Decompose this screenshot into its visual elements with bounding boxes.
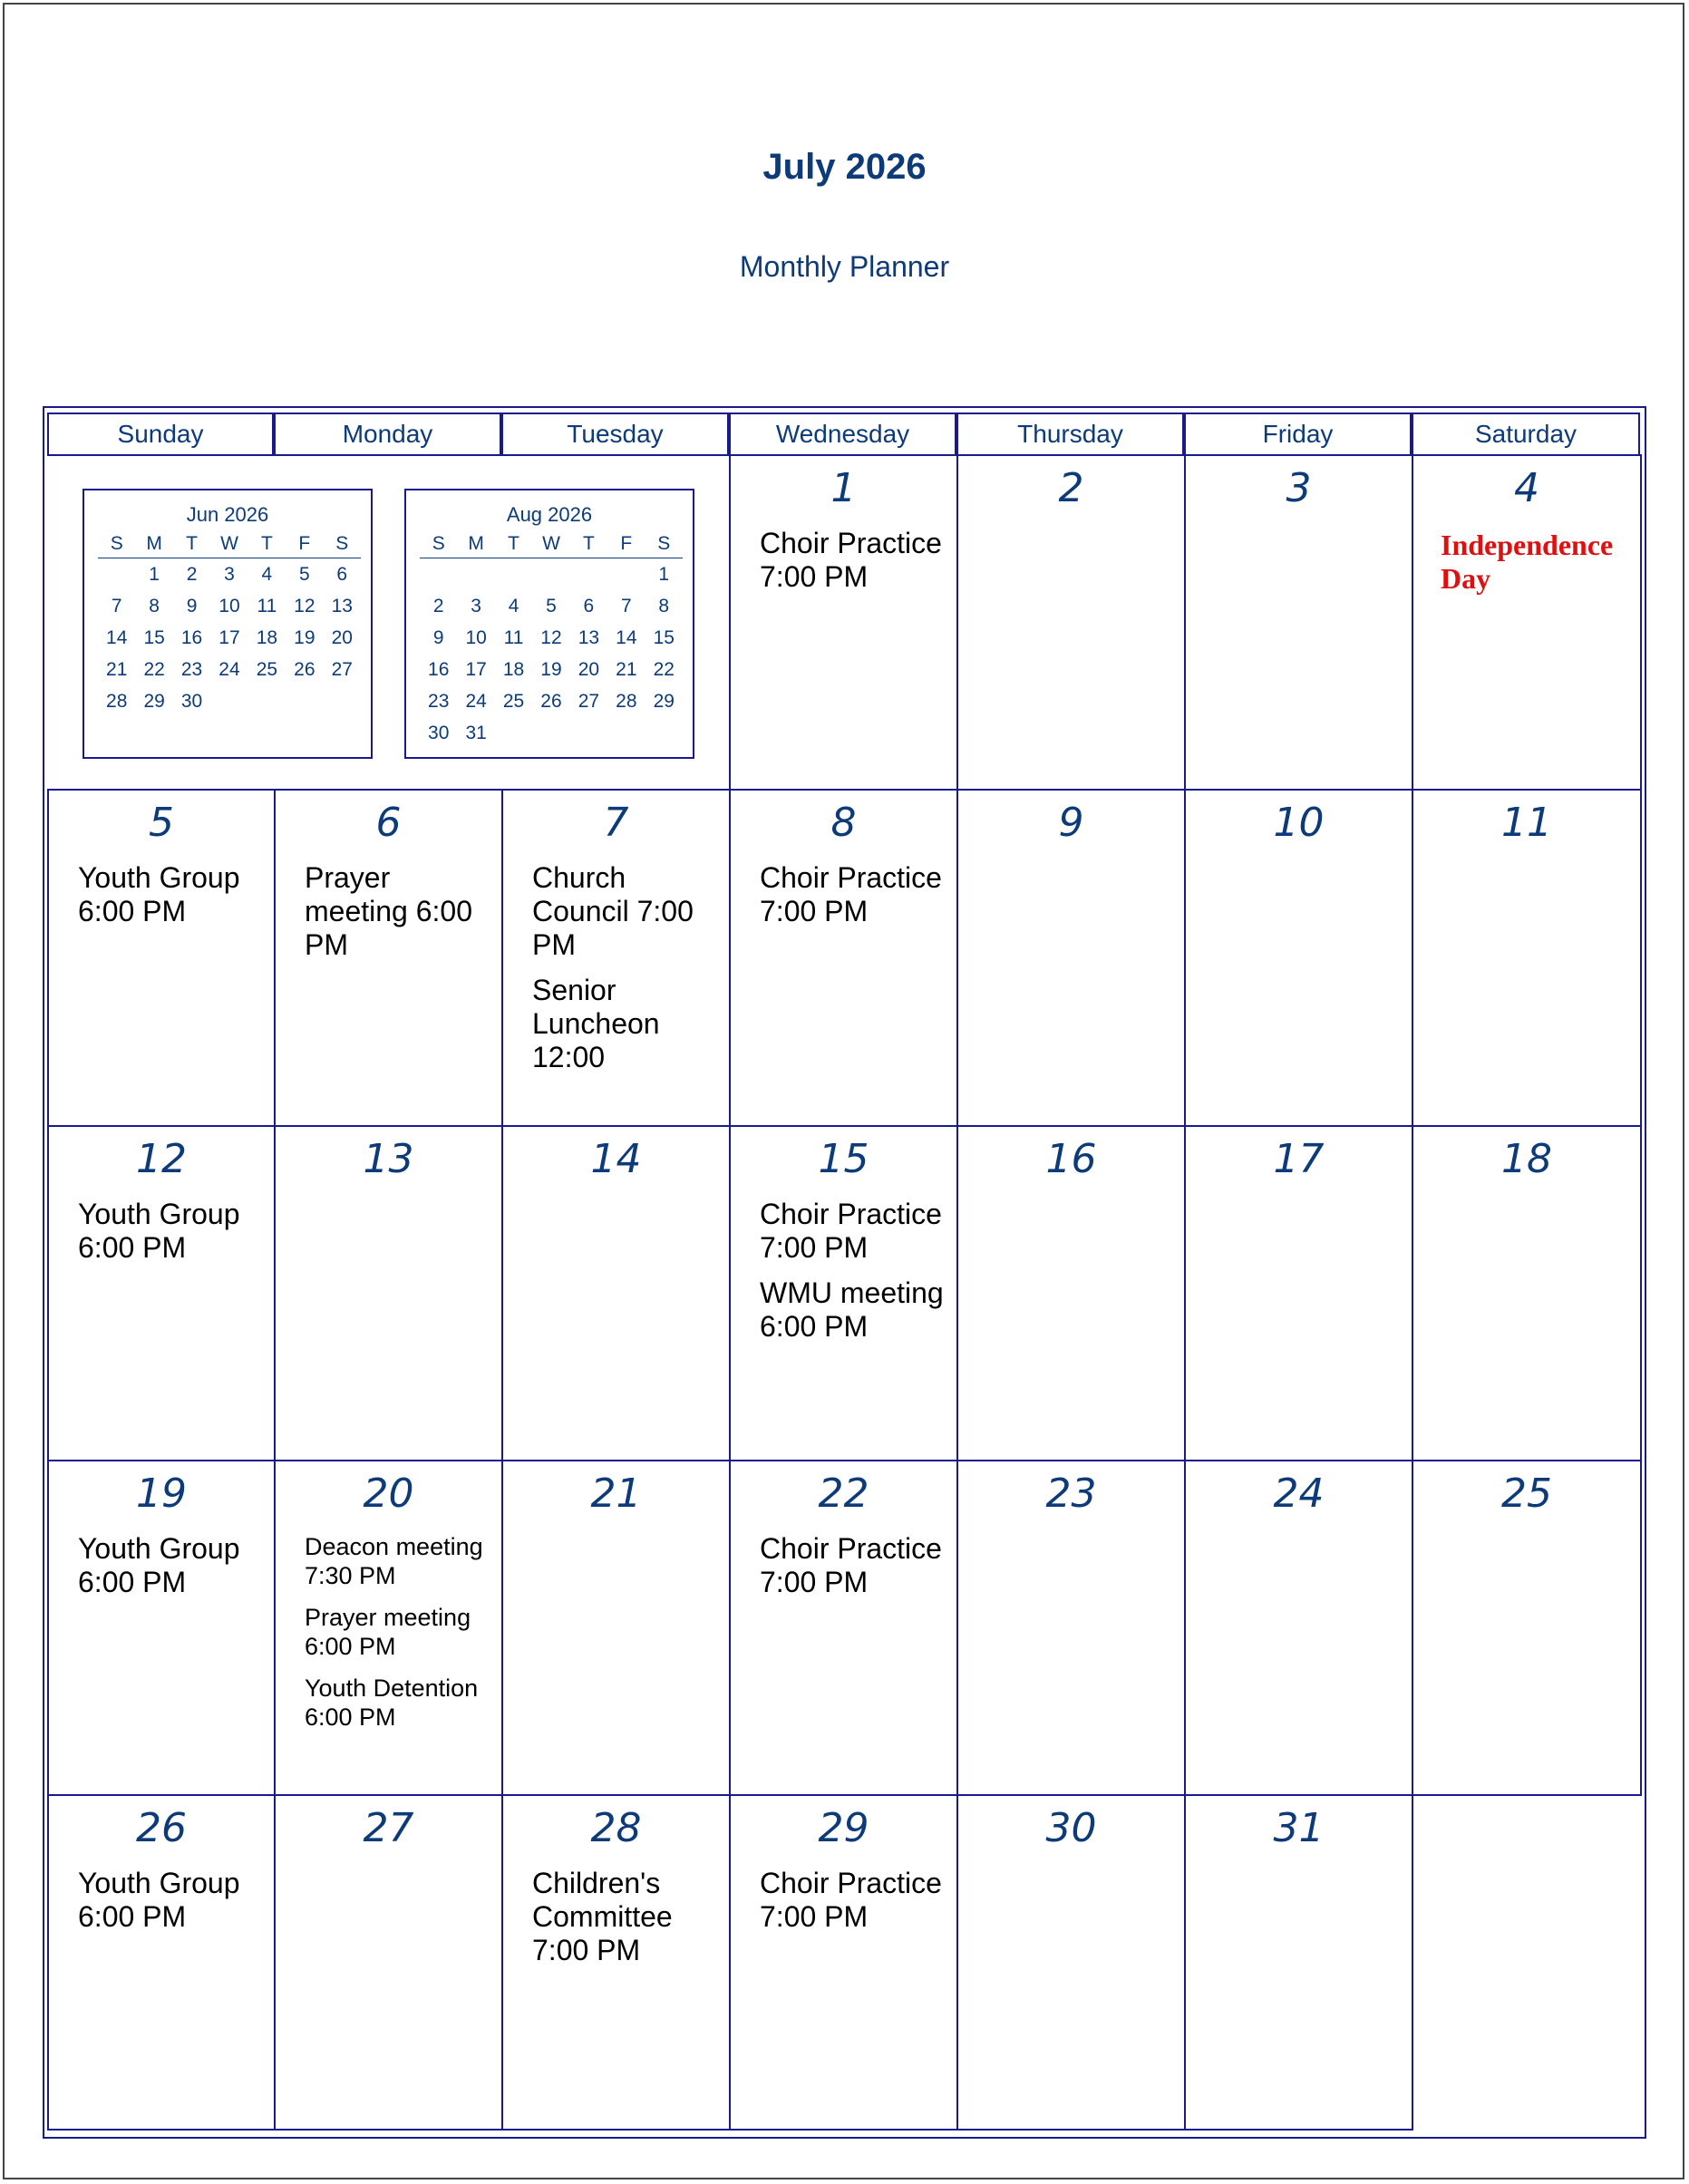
day-number: 3 [1286, 465, 1312, 511]
mini-calendar-day[interactable]: 8 [658, 595, 670, 616]
day-number: 18 [1501, 1136, 1552, 1182]
day-cell-12[interactable] [47, 1125, 276, 1461]
mini-calendar-day[interactable]: 21 [106, 658, 128, 680]
mini-calendar-day[interactable]: 19 [294, 626, 315, 648]
day-cell-20[interactable] [274, 1460, 503, 1796]
mini-calendar-day [570, 558, 607, 591]
day-number: 9 [1058, 800, 1084, 846]
calendar-event[interactable]: Prayer meeting 6:00 PM [305, 1604, 471, 1660]
day-number: 17 [1273, 1136, 1325, 1182]
day-cell-19[interactable] [47, 1460, 276, 1796]
mini-calendar-day[interactable]: 23 [428, 690, 450, 712]
mini-calendar-day [324, 685, 361, 717]
weekday-header-thursday: Thursday [956, 413, 1184, 456]
mini-calendar-weekday: F [607, 530, 645, 558]
day-cell-4[interactable] [1412, 454, 1642, 791]
day-number: 19 [136, 1471, 187, 1517]
mini-calendar-day[interactable]: 14 [106, 626, 128, 648]
day-cell-30[interactable] [956, 1794, 1186, 2131]
calendar-event[interactable]: WMU meeting 6:00 PM [760, 1276, 944, 1343]
mini-calendar-day[interactable]: 7 [111, 595, 122, 616]
mini-calendar-day[interactable]: 28 [106, 690, 128, 712]
day-cell-11[interactable] [1412, 789, 1642, 1127]
mini-calendar-day [210, 685, 248, 717]
calendar-event[interactable]: Senior Luncheon 12:00 [532, 974, 660, 1073]
mini-calendar-day[interactable]: 21 [616, 658, 637, 680]
mini-calendar-day[interactable]: 22 [143, 658, 165, 680]
page-title: July 2026 [762, 147, 927, 187]
day-cell-23[interactable] [956, 1460, 1186, 1796]
calendar-event[interactable]: Deacon meeting 7:30 PM [305, 1533, 483, 1589]
day-cell-26[interactable] [47, 1794, 276, 2131]
calendar-event[interactable]: Choir Practice 7:00 PM [760, 1198, 942, 1264]
mini-calendar-weekday: M [457, 530, 494, 558]
mini-calendar-day[interactable]: 11 [257, 595, 277, 616]
mini-calendar-weekday: S [324, 530, 361, 558]
day-number: 26 [136, 1805, 187, 1851]
calendar-event[interactable]: Youth Group 6:00 PM [78, 861, 240, 927]
mini-calendar-day[interactable]: 1 [149, 563, 160, 585]
day-number: 12 [136, 1136, 187, 1182]
mini-calendar-day[interactable]: 15 [143, 626, 165, 648]
day-events [532, 861, 716, 1086]
mini-calendar-day[interactable]: 3 [471, 595, 481, 616]
mini-calendar-day[interactable]: 9 [432, 626, 444, 648]
mini-calendar-day[interactable]: 8 [149, 595, 160, 616]
mini-calendar-day[interactable]: 11 [503, 626, 524, 648]
mini-calendar-day[interactable]: 31 [465, 722, 487, 743]
weekday-header-sunday: Sunday [47, 413, 274, 456]
day-number: 30 [1045, 1805, 1097, 1851]
mini-calendar-day[interactable]: 13 [578, 626, 600, 648]
mini-calendar-day [98, 558, 135, 591]
day-cell-15[interactable] [729, 1125, 958, 1461]
weekday-header-monday: Monday [274, 413, 501, 456]
weekday-header-row [49, 413, 1640, 456]
day-number: 16 [1045, 1136, 1097, 1182]
weekday-header-tuesday: Tuesday [501, 413, 729, 456]
mini-calendar-day[interactable]: 2 [432, 595, 444, 616]
mini-calendar-day[interactable]: 14 [616, 626, 637, 648]
calendar-event[interactable]: Choir Practice 7:00 PM [760, 1867, 942, 1933]
mini-calendar-day[interactable]: 20 [578, 658, 600, 680]
day-events [78, 861, 261, 940]
day-cell-2[interactable] [956, 454, 1186, 791]
mini-calendar-day[interactable]: 30 [180, 690, 203, 712]
calendar-event[interactable]: Youth Group 6:00 PM [78, 1867, 240, 1933]
day-cell-8[interactable] [729, 789, 958, 1127]
mini-calendar-weekday: W [532, 530, 569, 558]
mini-calendar-day[interactable]: 19 [540, 658, 562, 680]
calendar-event[interactable]: Church Council 7:00 PM [532, 861, 694, 961]
mini-calendar-day[interactable]: 16 [180, 626, 203, 648]
weekday-header-saturday: Saturday [1412, 413, 1640, 456]
day-number: 31 [1273, 1805, 1325, 1851]
mini-calendar-day [646, 717, 683, 749]
mini-calendar-day[interactable]: 25 [502, 690, 525, 712]
calendar-event[interactable]: Youth Group 6:00 PM [78, 1198, 240, 1264]
day-events [305, 861, 489, 974]
day-number: 22 [818, 1471, 869, 1517]
day-number: 27 [363, 1805, 414, 1851]
mini-calendar-day[interactable]: 29 [143, 690, 165, 712]
day-cell-25[interactable] [1412, 1460, 1642, 1796]
mini-calendar-weekday: S [420, 530, 457, 558]
day-number: 29 [818, 1805, 869, 1851]
mini-calendar-day[interactable]: 9 [186, 595, 198, 616]
mini-calendar-day[interactable]: 12 [540, 626, 562, 648]
day-number: 21 [590, 1471, 642, 1517]
calendar-event[interactable]: Choir Practice 7:00 PM [760, 527, 942, 593]
mini-calendar-day[interactable]: 18 [502, 658, 525, 680]
mini-calendar-day [607, 717, 645, 749]
day-cell-16[interactable] [956, 1125, 1186, 1461]
holiday-label: Independence Day [1441, 529, 1614, 595]
day-events [760, 1867, 944, 1946]
mini-calendar-weekday: T [570, 530, 607, 558]
calendar-event[interactable]: Youth Group 6:00 PM [78, 1532, 240, 1598]
day-number: 10 [1273, 800, 1325, 846]
day-events [760, 1532, 944, 1611]
mini-calendar-day[interactable]: 5 [546, 595, 557, 616]
day-events [760, 527, 944, 606]
day-events [78, 1867, 261, 1946]
mini-calendar-title: Aug 2026 [506, 503, 593, 526]
mini-calendar-weekday: M [135, 530, 172, 558]
mini-calendar-day[interactable]: 7 [620, 595, 632, 616]
mini-calendar-day[interactable]: 25 [256, 658, 278, 680]
day-number: 2 [1058, 465, 1084, 511]
calendar-event[interactable]: Choir Practice 7:00 PM [760, 861, 942, 927]
mini-calendar-day[interactable]: 24 [465, 690, 487, 712]
mini-calendar-day [532, 717, 569, 749]
day-cell-31[interactable] [1184, 1794, 1413, 2131]
mini-calendar-day[interactable]: 17 [465, 658, 487, 680]
day-events [1441, 529, 1627, 607]
mini-calendar-weekday: W [210, 530, 248, 558]
day-cell-10[interactable] [1184, 789, 1413, 1127]
day-events [78, 1198, 261, 1276]
mini-calendar-day[interactable]: 5 [298, 563, 310, 585]
mini-calendar-day[interactable]: 10 [465, 626, 487, 648]
day-cell-3[interactable] [1184, 454, 1413, 791]
day-number: 15 [818, 1136, 869, 1182]
mini-calendar-day[interactable]: 4 [508, 595, 519, 616]
mini-calendar-day [286, 685, 323, 717]
mini-calendar-day[interactable]: 20 [331, 626, 353, 648]
day-number: 14 [590, 1136, 642, 1182]
mini-calendar-day[interactable]: 1 [658, 563, 670, 585]
day-number: 8 [830, 800, 857, 846]
mini-calendar-day[interactable]: 24 [218, 658, 240, 680]
calendar-event[interactable]: Youth Detention 6:00 PM [305, 1674, 479, 1731]
mini-calendar-weekday: S [646, 530, 683, 558]
mini-calendar-day[interactable]: 26 [540, 690, 562, 712]
mini-calendar-day [457, 558, 494, 591]
page-subtitle: Monthly Planner [739, 250, 950, 283]
mini-calendar-day[interactable]: 23 [180, 658, 203, 680]
mini-calendar-day[interactable]: 3 [224, 563, 235, 585]
mini-calendar-grid [98, 530, 361, 717]
day-number: 4 [1514, 465, 1539, 511]
day-cell-9[interactable] [956, 789, 1186, 1127]
day-number: 28 [590, 1805, 642, 1851]
mini-calendar-grid [420, 530, 683, 749]
mini-calendar-day[interactable]: 4 [261, 563, 273, 585]
mini-calendar-weekday: F [286, 530, 323, 558]
day-cell-5[interactable] [47, 789, 276, 1127]
day-cell-24[interactable] [1184, 1460, 1413, 1796]
weekday-header-wednesday: Wednesday [729, 413, 956, 456]
mini-calendar-day[interactable]: 10 [218, 595, 240, 616]
day-number: 1 [830, 465, 857, 511]
mini-calendar-day[interactable]: 13 [331, 595, 353, 616]
day-number: 13 [363, 1136, 414, 1182]
mini-calendar-day [495, 717, 532, 749]
day-events [305, 1532, 489, 1744]
day-cell-18[interactable] [1412, 1125, 1642, 1461]
mini-calendar-day[interactable]: 22 [653, 658, 675, 680]
day-events [760, 1198, 944, 1355]
mini-calendar-day[interactable]: 15 [653, 626, 675, 648]
mini-calendar-day[interactable]: 16 [428, 658, 450, 680]
weekday-header-friday: Friday [1184, 413, 1412, 456]
mini-calendar-day[interactable]: 28 [616, 690, 637, 712]
mini-calendar-day[interactable]: 27 [331, 658, 353, 680]
mini-calendar-title: Jun 2026 [186, 503, 269, 526]
day-number: 5 [149, 800, 174, 846]
mini-calendar-day[interactable]: 6 [583, 595, 595, 616]
calendar-event[interactable]: Children's Committee 7:00 PM [532, 1867, 673, 1966]
mini-calendar-day [570, 717, 607, 749]
day-number: 23 [1045, 1471, 1097, 1517]
day-number: 11 [1501, 800, 1552, 846]
mini-calendar-day[interactable]: 2 [186, 563, 198, 585]
mini-calendar-day [607, 558, 645, 591]
calendar-event[interactable]: Prayer meeting 6:00 PM [305, 861, 473, 961]
mini-calendar-day[interactable]: 6 [336, 563, 348, 585]
day-cell-1[interactable] [729, 454, 958, 791]
day-cell-28[interactable] [501, 1794, 731, 2131]
day-events [532, 1867, 716, 1979]
mini-calendar-day [420, 558, 457, 591]
day-events [78, 1532, 261, 1611]
mini-calendar-day [495, 558, 532, 591]
day-cell-22[interactable] [729, 1460, 958, 1796]
mini-calendar-day [248, 685, 286, 717]
day-cell-6[interactable] [274, 789, 503, 1127]
mini-calendar-august [404, 489, 694, 759]
day-cell-29[interactable] [729, 1794, 958, 2131]
mini-calendar-day[interactable]: 30 [428, 722, 450, 743]
calendar-event[interactable]: Choir Practice 7:00 PM [760, 1532, 942, 1598]
mini-calendar-day[interactable]: 29 [653, 690, 675, 712]
mini-calendar-day[interactable]: 12 [294, 595, 315, 616]
mini-calendar-weekday: T [248, 530, 286, 558]
mini-calendar-day[interactable]: 18 [256, 626, 278, 648]
day-cell-13[interactable] [274, 1125, 503, 1461]
mini-calendar-weekday: S [98, 530, 135, 558]
day-number: 6 [375, 800, 402, 846]
day-cell-14[interactable] [501, 1125, 731, 1461]
day-cell-21[interactable] [501, 1460, 731, 1796]
mini-calendar-day[interactable]: 26 [294, 658, 315, 680]
day-cell-27[interactable] [274, 1794, 503, 2131]
day-cell-7[interactable] [501, 789, 731, 1127]
mini-calendar-day[interactable]: 27 [578, 690, 600, 712]
day-number: 20 [363, 1471, 414, 1517]
day-number: 25 [1501, 1471, 1552, 1517]
mini-calendar-weekday: T [173, 530, 210, 558]
mini-calendar-day [532, 558, 569, 591]
day-events [760, 861, 944, 940]
mini-calendar-june [83, 489, 373, 759]
day-number: 7 [603, 800, 629, 846]
mini-calendar-weekday: T [495, 530, 532, 558]
mini-calendar-day[interactable]: 17 [218, 626, 240, 648]
day-cell-17[interactable] [1184, 1125, 1413, 1461]
day-number: 24 [1273, 1471, 1325, 1517]
